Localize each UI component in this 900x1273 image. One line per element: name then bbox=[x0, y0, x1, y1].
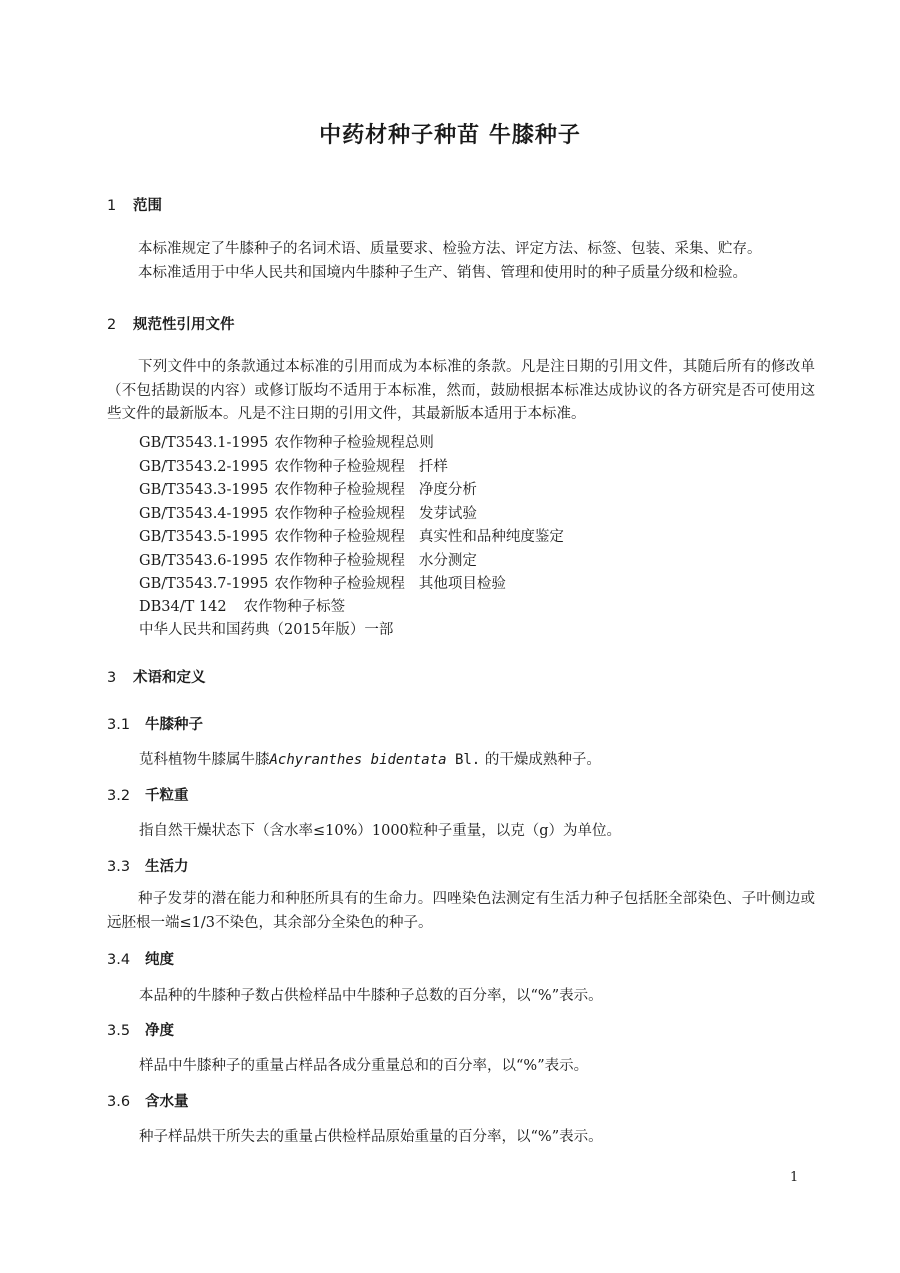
reference-title: 农作物种子检验规程 bbox=[274, 458, 405, 475]
section-1-heading bbox=[107, 194, 162, 215]
reference-item bbox=[139, 549, 477, 570]
term-number: 3.6 bbox=[107, 1094, 131, 1110]
latin-name: Achyranthes bidentata bbox=[269, 752, 447, 768]
term-title: 千粒重 bbox=[145, 788, 189, 804]
reference-title: 农作物种子检验规程 bbox=[274, 576, 405, 592]
reference-title: 农作物种子检验规程 bbox=[274, 482, 405, 498]
section-number: 3 bbox=[107, 670, 117, 686]
term-3-5-definition: 样品中牛膝种子的重量占样品各成分重量总和的百分率，以“%”表示。 bbox=[139, 1058, 589, 1074]
term-3-4-definition: 本品种的牛膝种子数占供检样品中牛膝种子总数的百分率，以“%”表示。 bbox=[139, 988, 603, 1004]
reference-part: 发芽试验 bbox=[418, 505, 477, 522]
scope-paragraph-1: 本标准规定了牛膝种子的名词术语、质量要求、检验方法、评定方法、标签、包装、采集、贮存。 bbox=[138, 241, 762, 257]
reference-code: GB/T3543.1-1995 bbox=[139, 435, 269, 451]
page-title: 中药材种子种苗 牛膝种子 bbox=[319, 123, 581, 148]
reference-code: GB/T3543.3-1995 bbox=[139, 482, 269, 498]
reference-code: GB/T3543.7-1995 bbox=[139, 576, 269, 592]
term-number: 3.3 bbox=[107, 859, 131, 875]
page-number: 1 bbox=[790, 1170, 799, 1185]
term-title: 生活力 bbox=[145, 859, 189, 875]
reference-code: GB/T3543.6-1995 bbox=[139, 552, 269, 569]
term-number: 3.4 bbox=[107, 952, 131, 968]
term-3-3-heading bbox=[107, 855, 189, 876]
term-3-5-heading bbox=[107, 1019, 174, 1040]
term-3-2-definition: 指自然干燥状态下（含水率≤10%）1000粒种子重量，以克（g）为单位。 bbox=[139, 823, 622, 839]
reference-item bbox=[139, 478, 477, 499]
scope-paragraph-2: 本标准适用于中华人民共和国境内牛膝种子生产、销售、管理和使用时的种子质量分级和检验。 bbox=[138, 265, 747, 281]
reference-part: 扦样 bbox=[418, 458, 448, 475]
reference-item bbox=[139, 502, 477, 523]
term-3-1-definition: 苋科植物牛膝属牛膝Achyranthes bidentata Bl. 的干燥成熟种子。 bbox=[139, 752, 601, 768]
term-3-1-heading bbox=[107, 713, 203, 734]
section-title: 术语和定义 bbox=[133, 670, 206, 686]
reference-code: DB34/T 142 bbox=[139, 599, 227, 615]
term-3-6-definition: 种子样品烘干所失去的重量占供检样品原始重量的百分率，以“%”表示。 bbox=[139, 1129, 603, 1145]
term-3-2-heading bbox=[107, 784, 189, 805]
term-3-4-heading bbox=[107, 948, 174, 969]
term-title: 净度 bbox=[145, 1023, 174, 1039]
section-title: 规范性引用文件 bbox=[133, 317, 235, 333]
reference-title: 农作物种子标签 bbox=[243, 599, 346, 615]
section-number: 2 bbox=[107, 317, 117, 333]
reference-part: 真实性和品种纯度鉴定 bbox=[418, 529, 564, 545]
term-title: 牛膝种子 bbox=[145, 717, 203, 733]
reference-item bbox=[139, 572, 506, 593]
term-number: 3.2 bbox=[107, 788, 131, 804]
reference-item bbox=[139, 525, 564, 546]
reference-title: 农作物种子检验规程 bbox=[274, 552, 405, 569]
reference-code: GB/T3543.4-1995 bbox=[139, 505, 269, 522]
reference-part: 其他项目检验 bbox=[418, 576, 506, 592]
reference-pharmacopoeia: 中华人民共和国药典（2015年版）一部 bbox=[139, 622, 394, 638]
reference-item bbox=[139, 455, 448, 476]
reference-part: 水分测定 bbox=[418, 552, 477, 569]
reference-title: 农作物种子检验规程 bbox=[274, 529, 405, 545]
section-title: 范围 bbox=[133, 198, 162, 214]
reference-title: 农作物种子检验规程总则 bbox=[274, 435, 434, 451]
section-number: 1 bbox=[107, 198, 117, 214]
term-number: 3.1 bbox=[107, 717, 131, 733]
term-number: 3.5 bbox=[107, 1023, 131, 1039]
references-intro-paragraph: 下列文件中的条款通过本标准的引用而成为本标准的条款。凡是注日期的引用文件，其随后所有的修改单（不包括勘误的内容）或修订版均不适用于本标准，然而，鼓励根据本标准达成协议的各方研究是否可使用这些文件的最新版本。凡是不注日期的引用文件，其最新版本适用于本标准。 bbox=[107, 359, 815, 422]
reference-db34 bbox=[139, 595, 345, 616]
term-3-6-heading bbox=[107, 1090, 189, 1111]
term-title: 含水量 bbox=[145, 1094, 189, 1110]
term-title: 纯度 bbox=[145, 952, 174, 968]
section-3-heading bbox=[107, 666, 206, 687]
reference-part: 净度分析 bbox=[418, 482, 477, 498]
section-2-heading bbox=[107, 313, 235, 334]
reference-title: 农作物种子检验规程 bbox=[274, 505, 405, 522]
reference-code: GB/T3543.5-1995 bbox=[139, 529, 269, 545]
term-3-3-definition: 种子发芽的潜在能力和种胚所具有的生命力。四唑染色法测定有生活力种子包括胚全部染色、子叶侧边或远胚根一端≤1/3不染色，其余部分全染色的种子。 bbox=[107, 891, 815, 931]
reference-item bbox=[139, 431, 434, 452]
reference-code: GB/T3543.2-1995 bbox=[139, 458, 269, 475]
